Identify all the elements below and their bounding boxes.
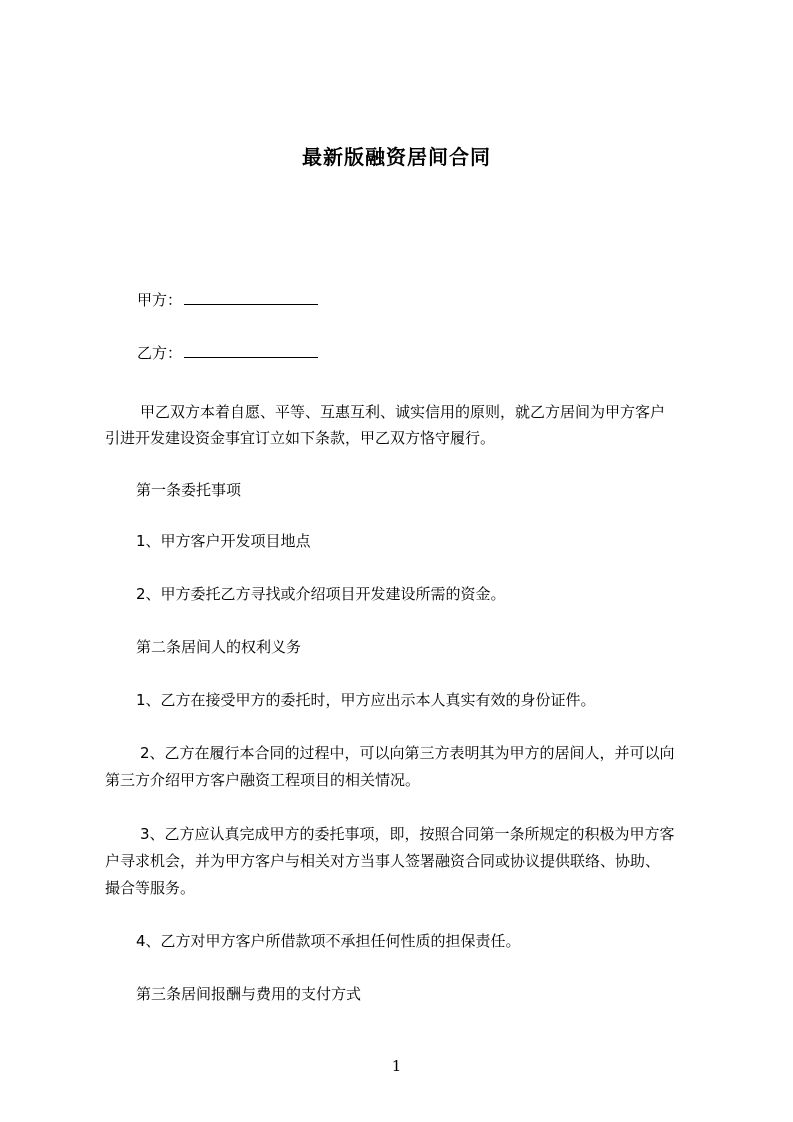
- intro-line-2: 引进开发建设资金事宜订立如下条款，甲乙双方恪守履行。: [105, 429, 496, 447]
- article2-item4: 4、乙方对甲方客户所借款项不承担任何性质的担保责任。: [136, 932, 521, 950]
- article3-heading: 第三条居间报酬与费用的支付方式: [136, 985, 362, 1003]
- article2-item1: 1、乙方在接受甲方的委托时，甲方应出示本人真实有效的身份证件。: [136, 691, 596, 709]
- article1-item1: 1、甲方客户开发项目地点: [136, 532, 311, 550]
- party-a-blank: [184, 290, 318, 305]
- article1-item2: 2、甲方委托乙方寻找或介绍项目开发建设所需的资金。: [136, 585, 506, 603]
- page-number: 1: [391, 1057, 402, 1075]
- party-b-label: 乙方：: [137, 344, 183, 362]
- party-b-blank: [184, 343, 318, 358]
- party-a-label: 甲方：: [137, 291, 183, 309]
- document-title: 最新版融资居间合同: [302, 145, 491, 169]
- article2-item3-line2: 户寻求机会，并为甲方客户与相关对方当事人签署融资合同或协议提供联络、协助、: [105, 852, 661, 870]
- intro-line-1: 甲乙双方本着自愿、平等、互惠互利、诚实信用的原则，就乙方居间为甲方客户: [140, 403, 666, 421]
- article2-item3-line3: 撮合等服务。: [105, 879, 196, 897]
- article2-item3-line1: 3、乙方应认真完成甲方的委托事项，即，按照合同第一条所规定的积极为甲方客: [140, 825, 675, 843]
- article1-heading: 第一条委托事项: [136, 481, 242, 499]
- party-a-line: [137, 290, 318, 310]
- party-b-line: [137, 343, 318, 363]
- article2-item2-line1: 2、乙方在履行本合同的过程中，可以向第三方表明其为甲方的居间人，并可以向: [140, 744, 675, 762]
- article2-heading: 第二条居间人的权利义务: [136, 638, 302, 656]
- article2-item2-line2: 第三方介绍甲方客户融资工程项目的相关情况。: [105, 771, 421, 789]
